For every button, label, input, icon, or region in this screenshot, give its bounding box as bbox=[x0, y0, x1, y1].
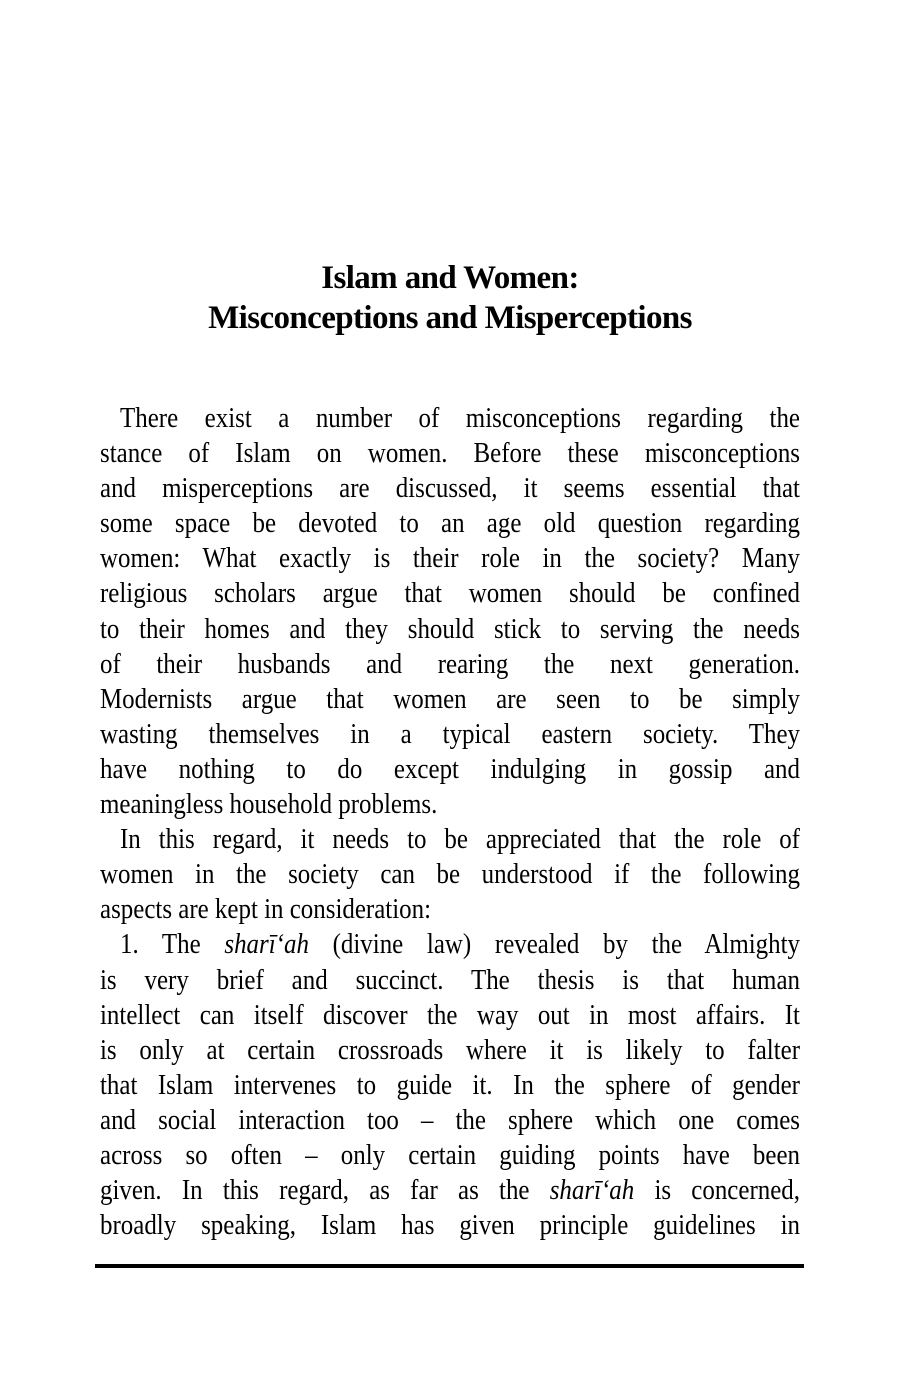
text-segment: stance of Islam on women. Before these misconceptions bbox=[100, 437, 800, 470]
text-line-content bbox=[100, 682, 800, 717]
text-line bbox=[100, 963, 800, 998]
italic-term: sharī‘ah bbox=[224, 928, 309, 961]
text-segment: aspects are kept in consideration: bbox=[100, 893, 432, 926]
text-line-content bbox=[100, 1208, 800, 1243]
text-line bbox=[100, 1033, 800, 1068]
text-line-content bbox=[100, 612, 800, 647]
text-line-content bbox=[120, 401, 800, 436]
text-segment: Modernists argue that women are seen to be simply bbox=[100, 682, 800, 715]
text-segment: women: What exactly is their role in the society? Many bbox=[100, 542, 800, 575]
text-line bbox=[100, 1173, 800, 1208]
text-line bbox=[100, 822, 800, 857]
text-segment: (divine law) revealed by the Almighty bbox=[308, 928, 801, 961]
paragraph bbox=[100, 822, 800, 927]
text-line-content bbox=[100, 998, 800, 1033]
text-line-content bbox=[100, 647, 800, 682]
text-segment: across so often – only certain guiding points have been bbox=[100, 1138, 800, 1171]
text-line bbox=[100, 1138, 800, 1173]
italic-term: sharī‘ah bbox=[549, 1174, 635, 1207]
text-line bbox=[100, 506, 800, 541]
text-line bbox=[100, 927, 800, 962]
text-line-content bbox=[120, 822, 800, 857]
text-segment: There exist a number of misconceptions regarding the bbox=[120, 402, 801, 434]
text-segment: that Islam intervenes to guide it. In the sphere of gender bbox=[100, 1068, 800, 1101]
text-line-content bbox=[100, 892, 431, 927]
chapter-title-line-1: Islam and Women: bbox=[321, 260, 579, 296]
text-line-content bbox=[100, 576, 800, 611]
text-segment: and misperceptions are discussed, it seems essential that bbox=[100, 472, 800, 505]
text-segment: women in the society can be understood if the following bbox=[100, 858, 800, 891]
text-line-content bbox=[100, 436, 800, 471]
text-line-content bbox=[100, 752, 800, 787]
text-segment: wasting themselves in a typical eastern society. They bbox=[100, 717, 800, 750]
text-line-content bbox=[120, 927, 800, 962]
text-segment: meaningless household problems. bbox=[100, 788, 438, 821]
text-line bbox=[100, 892, 800, 927]
text-line-content bbox=[100, 1173, 800, 1208]
text-line bbox=[100, 541, 800, 576]
text-segment: is only at certain crossroads where it is likely to falter bbox=[100, 1033, 800, 1066]
page-footer-rule bbox=[95, 1264, 804, 1268]
paragraph bbox=[100, 927, 800, 1243]
text-line bbox=[100, 436, 800, 471]
text-segment: In this regard, it needs to be appreciated that the role of bbox=[120, 823, 800, 856]
text-line bbox=[100, 998, 800, 1033]
text-segment: to their homes and they should stick to serving the needs bbox=[100, 612, 800, 645]
text-line bbox=[100, 647, 800, 682]
text-line-content bbox=[100, 1138, 800, 1173]
text-line bbox=[100, 752, 800, 787]
text-segment: of their husbands and rearing the next generation. bbox=[100, 647, 800, 680]
text-line bbox=[100, 857, 800, 892]
text-line bbox=[100, 682, 800, 717]
text-line-content bbox=[100, 1103, 800, 1138]
text-line bbox=[100, 787, 800, 822]
body-text bbox=[100, 401, 800, 1243]
text-line bbox=[100, 1208, 800, 1243]
text-segment: and social interaction too – the sphere which one comes bbox=[100, 1103, 800, 1136]
text-segment: given. In this regard, as far as the bbox=[100, 1174, 550, 1207]
text-segment: 1. The bbox=[120, 928, 225, 961]
text-segment: is concerned, bbox=[634, 1174, 800, 1207]
chapter-title-line-2: Misconceptions and Misperceptions bbox=[208, 300, 692, 336]
text-line-content bbox=[100, 963, 800, 998]
text-segment: intellect can itself discover the way out in most affairs. It bbox=[100, 998, 800, 1031]
text-line-content bbox=[100, 787, 437, 822]
text-line-content bbox=[100, 541, 800, 576]
text-line-content bbox=[100, 471, 800, 506]
text-segment: have nothing to do except indulging in gossip and bbox=[100, 752, 800, 785]
text-line-content bbox=[100, 1068, 800, 1103]
text-line-content bbox=[100, 1033, 800, 1068]
chapter-title bbox=[0, 258, 900, 338]
text-line-content bbox=[100, 857, 800, 892]
text-segment: religious scholars argue that women should be confined bbox=[100, 577, 800, 610]
text-segment: some space be devoted to an age old question regarding bbox=[100, 507, 800, 540]
text-line bbox=[100, 576, 800, 611]
text-line-content bbox=[100, 717, 800, 752]
text-line-content bbox=[100, 506, 800, 541]
text-line bbox=[100, 612, 800, 647]
text-segment: broadly speaking, Islam has given principle guidelines in bbox=[100, 1209, 801, 1242]
text-segment: is very brief and succinct. The thesis is that human bbox=[100, 963, 800, 996]
text-line bbox=[100, 1103, 800, 1138]
text-line bbox=[100, 717, 800, 752]
text-line bbox=[100, 471, 800, 506]
text-line bbox=[100, 401, 800, 436]
text-line bbox=[100, 1068, 800, 1103]
paragraph bbox=[100, 401, 800, 822]
